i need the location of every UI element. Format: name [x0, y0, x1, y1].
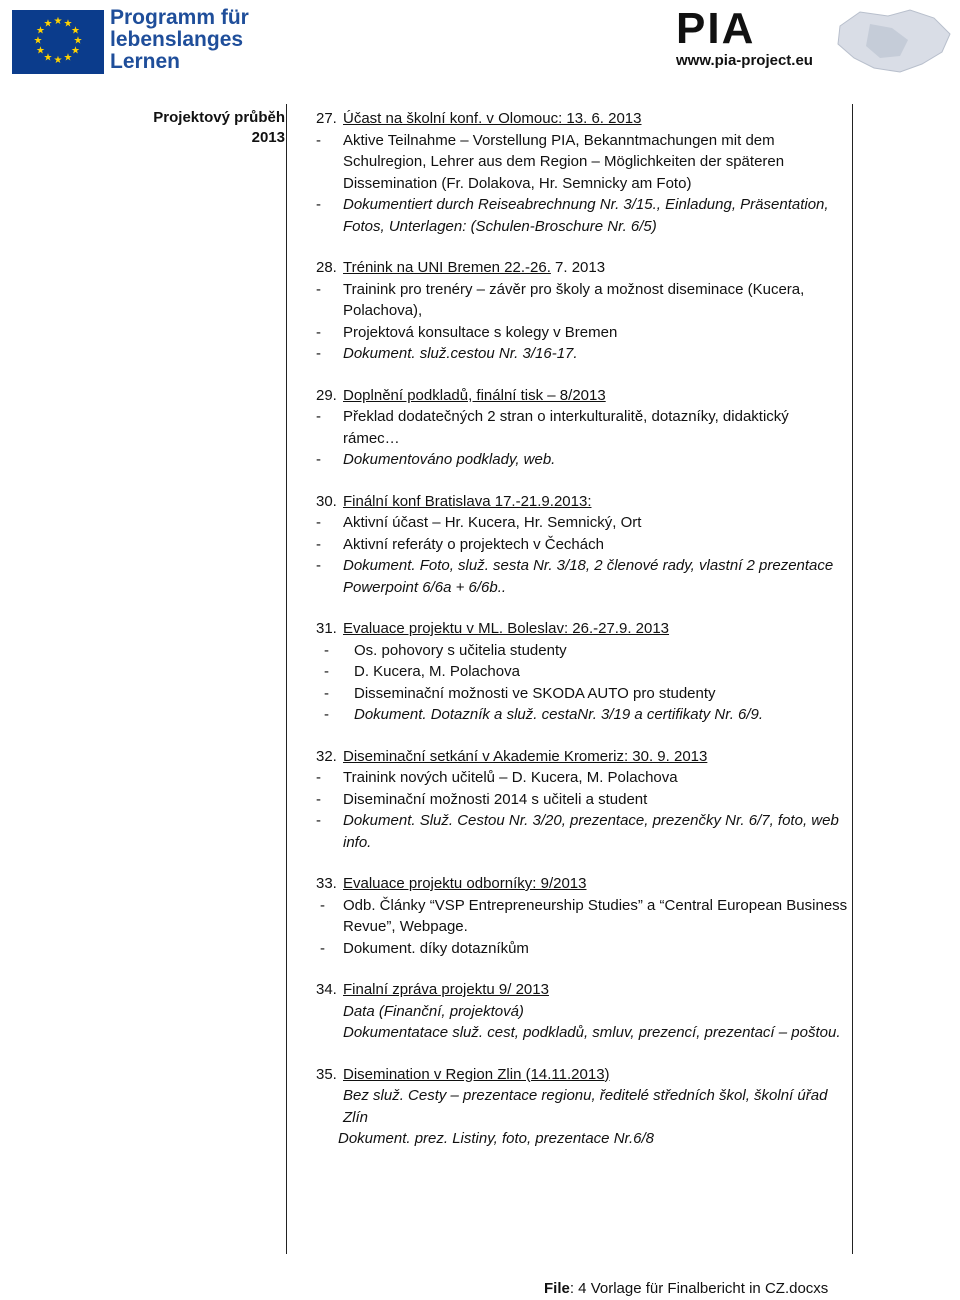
list-item [316, 810, 848, 853]
dash: - [316, 769, 321, 786]
dash: - [316, 535, 321, 553]
section-number: 31. [316, 620, 337, 637]
item-text: Dokument. díky dotazníkům [343, 939, 529, 957]
section-30 [316, 491, 848, 599]
svg-text:★: ★ [73, 35, 83, 47]
section-title: Doplnění podkladů, finální tisk – 8/2013 [343, 386, 606, 404]
list-item [316, 322, 848, 344]
list-item [316, 512, 848, 534]
page-footer [544, 1280, 828, 1297]
item-text: Trainink nových učitelů – D. Kucera, M. Polachova [343, 769, 678, 786]
svg-text:★: ★ [53, 16, 63, 27]
dash: - [316, 812, 321, 829]
item-text: Dokument. Služ. Cestou Nr. 3/20, prezentace, prezenčky Nr. 6/7, foto, web info. [343, 812, 839, 851]
side-title: Projektový průběh 2013 [153, 109, 285, 146]
section-title: Evaluace projektu odborníky: 9/2013 [343, 875, 587, 892]
list-item [316, 704, 848, 726]
europe-map-icon [830, 6, 956, 78]
section-title-rest: 7. 2013 [550, 259, 606, 276]
section-29 [316, 385, 848, 471]
list-item [316, 767, 848, 789]
dash: - [316, 323, 321, 341]
item-text: Dokumentováno podklady, web. [343, 451, 556, 468]
dash: - [320, 939, 325, 957]
item-text: Překlad dodatečných 2 stran o interkulturalitě, dotazníky, didaktický rámec… [343, 408, 789, 447]
list-item [316, 279, 848, 322]
list-item [316, 449, 848, 471]
svg-text:★: ★ [33, 35, 43, 47]
dash: - [320, 896, 325, 914]
section-number: 28. [316, 259, 337, 276]
section-title: Finální konf Bratislava 17.-21.9.2013: [343, 492, 592, 510]
section-title: Disemination v Region Zlin (14.11.2013) [343, 1065, 610, 1083]
item-text: Dokument. Foto, služ. sesta Nr. 3/18, 2 členové rady, vlastní 2 prezentace Powerpoint 6/6a + 6/6b.. [343, 557, 834, 596]
dash: - [316, 408, 321, 425]
list-item [316, 406, 848, 449]
text-line: Data (Finanční, projektová) [343, 1002, 524, 1020]
pia-title: PIA [676, 4, 756, 53]
dash: - [316, 345, 321, 362]
list-item [316, 343, 848, 365]
item-text: Aktivní účast – Hr. Kucera, Hr. Semnický, Ort [343, 514, 642, 531]
dash: - [316, 790, 321, 808]
section-heading [316, 873, 848, 895]
list-item [316, 895, 848, 938]
svg-text:★: ★ [36, 45, 45, 57]
item-text: Dokument. služ.cestou Nr. 3/16-17. [343, 345, 578, 362]
section-number: 29. [316, 386, 337, 404]
text-line: Dokument. prez. Listiny, foto, prezentace Nr.6/8 [338, 1130, 654, 1147]
item-text: D. Kucera, M. Polachova [354, 663, 520, 680]
section-heading [316, 491, 848, 513]
eu-flag-logo [12, 10, 104, 74]
list-item [316, 640, 848, 662]
list-item [316, 555, 848, 598]
dash: - [316, 280, 321, 298]
section-title: Účast na školní konf. v Olomouc: 13. 6. 2013 [343, 110, 642, 127]
table-border-right [852, 104, 853, 1254]
program-logo-text [110, 7, 249, 73]
section-number: 35. [316, 1065, 337, 1083]
svg-text:★: ★ [71, 25, 80, 37]
section-34 [316, 979, 848, 1044]
program-line-3: Lernen [110, 50, 181, 73]
footer-label: File [544, 1280, 570, 1297]
program-line-1: Programm für [110, 6, 249, 29]
list-item [316, 683, 848, 705]
footer-text: : 4 Vorlage für Finalbericht in CZ.docxs [569, 1280, 829, 1297]
dash: - [316, 131, 321, 149]
section-title: Diseminační setkání v Akademie Kromeriz: 30. 9. 2013 [343, 747, 708, 765]
dash: - [316, 196, 321, 213]
section-title: Trénink na UNI Bremen 22.-26. [343, 259, 551, 276]
dash: - [316, 451, 321, 468]
section-heading [316, 257, 848, 279]
item-text: Diseminační možnosti 2014 s učiteli a student [343, 790, 648, 808]
program-line-2: lebenslanges [110, 28, 244, 51]
svg-text:★: ★ [63, 52, 73, 64]
section-28 [316, 257, 848, 365]
text-line: Dokumentatace služ. cest, podkladů, smluv, prezencí, prezentací – poštou. [343, 1024, 841, 1041]
item-text: Dokumentiert durch Reiseabrechnung Nr. 3/15., Einladung, Präsentation, Fotos, Unterlagen: (Schulen-Broschure Nr. 6/5) [343, 196, 829, 235]
table-border-left [286, 104, 287, 1254]
section-heading [316, 385, 848, 407]
section-27 [316, 108, 848, 237]
item-text: Dokument. Dotazník a služ. cestaNr. 3/19 a certifikaty Nr. 6/9. [354, 706, 764, 723]
list-item [316, 194, 848, 237]
dash: - [324, 684, 329, 702]
list-item [316, 938, 848, 960]
section-number: 32. [316, 747, 337, 765]
dash: - [316, 557, 321, 574]
dash: - [324, 641, 329, 659]
dash: - [324, 706, 329, 723]
section-number: 30. [316, 492, 337, 510]
section-number: 27. [316, 110, 337, 127]
list-item [316, 661, 848, 683]
section-heading [316, 108, 848, 130]
pia-logo [640, 4, 958, 76]
section-heading [316, 746, 848, 768]
item-text: Projektová konsultace s kolegy v Bremen [343, 323, 618, 341]
svg-text:★: ★ [43, 52, 53, 64]
section-heading [316, 979, 848, 1001]
section-heading [316, 618, 848, 640]
section-31 [316, 618, 848, 726]
item-text: Aktivní referáty o projektech v Čechách [343, 535, 604, 553]
section-33 [316, 873, 848, 959]
svg-text:★: ★ [63, 18, 73, 30]
list-item [316, 789, 848, 811]
section-title: Evaluace projektu v ML. Boleslav: 26.-27.9. 2013 [343, 620, 670, 637]
section-35 [316, 1064, 848, 1150]
item-text: Odb. Články “VSP Entrepreneurship Studies” a “Central European Business Revue”, Webpage. [343, 896, 848, 935]
item-text: Os. pohovory s učitelia studenty [354, 641, 567, 659]
page-header [0, 0, 960, 80]
dash: - [316, 514, 321, 531]
text-line: Bez služ. Cesty – prezentace regionu, ředitelé středních škol, školní úřad Zlín [343, 1087, 828, 1126]
list-item [316, 130, 848, 195]
section-32 [316, 746, 848, 854]
list-item [316, 534, 848, 556]
item-text: Aktive Teilnahme – Vorstellung PIA, Bekanntmachungen mit dem Schulregion, Lehrer aus dem Region – Möglichkeiten der späteren Dissemination (Fr. Dolakova, Hr. Semnicky am Foto) [343, 131, 785, 192]
svg-text:★: ★ [53, 55, 63, 66]
item-text: Trainink pro trenéry – závěr pro školy a možnost diseminace (Kucera, Polachova), [343, 280, 805, 319]
section-number: 34. [316, 981, 337, 998]
content-column [316, 108, 848, 1170]
dash: - [324, 663, 329, 680]
item-text: Disseminační možnosti ve SKODA AUTO pro studenty [354, 684, 716, 702]
section-heading [316, 1064, 848, 1086]
section-number: 33. [316, 875, 337, 892]
svg-text:★: ★ [36, 25, 45, 37]
eu-stars-icon [12, 10, 104, 74]
pia-url: www.pia-project.eu [676, 52, 813, 69]
svg-text:★: ★ [71, 45, 80, 57]
section-title: Finalní zpráva projektu 9/ 2013 [343, 981, 549, 998]
svg-text:★: ★ [43, 18, 53, 30]
